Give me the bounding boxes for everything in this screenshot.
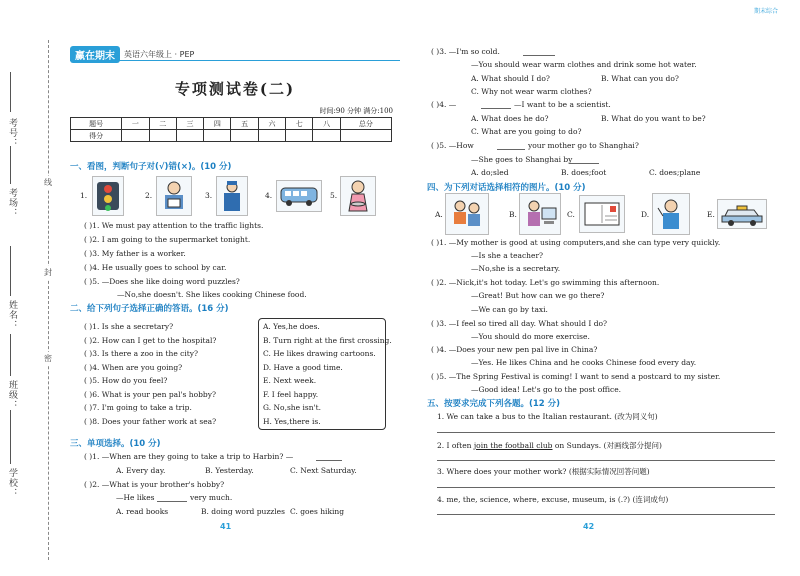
section-4-item: —Yes. He likes China and he cooks Chinese food every day.	[471, 358, 697, 367]
option-b: B. Yesterday.	[205, 466, 254, 475]
secretary-computer-picture	[519, 193, 561, 235]
score-table-score-row	[71, 130, 392, 142]
binding-label-school: 学校：	[7, 468, 17, 498]
answer-option: F. I feel happy.	[263, 390, 319, 399]
score-cell: 四	[204, 118, 231, 130]
option-c: C. Next Saturday.	[290, 466, 357, 475]
section-5-question: 1. We can take a bus to the Italian restaurant. (改为同义句)	[437, 412, 658, 421]
answer-blank[interactable]	[569, 163, 599, 164]
answer-blank[interactable]	[316, 460, 342, 461]
score-cell: 三	[176, 118, 203, 130]
score-cell: 题号	[71, 118, 122, 130]
answer-option: C. He likes drawing cartoons.	[263, 349, 376, 358]
option-b: B. does;foot	[561, 168, 607, 177]
section-2-question: ( )6. What is your pen pal's hobby?	[84, 390, 216, 399]
score-input-cell[interactable]	[286, 130, 313, 142]
section-4-item: —No,she is a secretary.	[471, 264, 561, 273]
score-cell: 得分	[71, 130, 122, 142]
section-3-question: ( )3. —I'm so cold.	[431, 47, 500, 56]
binding-blank-line	[10, 72, 11, 112]
option-a: A. What should I do?	[471, 74, 550, 83]
answer-line[interactable]	[437, 432, 775, 433]
section-3-question: ( )2. —What is your brother's hobby?	[84, 480, 225, 489]
picture-label: A.	[435, 210, 443, 219]
section-4-item: ( )3. —I feel so tired all day. What should I do?	[431, 319, 608, 328]
section-4-title: 四、为下列对话选择相符的图片。(10 分)	[427, 183, 586, 193]
option-c: C. Why not wear warm clothes?	[471, 87, 592, 96]
section-3-question: ( )1. —When are they going to take a trip to Harbin? —	[84, 452, 294, 461]
section-2-question: ( )8. Does your father work at sea?	[84, 417, 217, 426]
section-2-question: ( )4. When are you going?	[84, 363, 183, 372]
section-2-title: 二、给下列句子选择正确的答语。(16 分)	[70, 304, 229, 314]
section-5-question: 3. Where does your mother work? (根据实际情况回答问题)	[437, 467, 650, 476]
picture-label: B.	[509, 210, 517, 219]
section-4-item: ( )5. —The Spring Festival is coming! I want to send a postcard to my sister.	[431, 372, 721, 381]
section-4-item: —You should do more exercise.	[471, 332, 590, 341]
postcard-picture	[579, 195, 625, 233]
section-2-question: ( )5. How do you feel?	[84, 376, 168, 385]
section-1-title: 一、看图，判断句子对(√)错(×)。(10 分)	[70, 162, 232, 172]
answer-option: H. Yes,there is.	[263, 417, 321, 426]
score-cell: 五	[231, 118, 258, 130]
score-input-cell[interactable]	[122, 130, 149, 142]
binding-blank-line	[10, 410, 11, 464]
option-a: A. What does he do?	[471, 114, 549, 123]
section-3-title: 三、单项选择。(10 分)	[70, 439, 161, 449]
section-4-item: —We can go by taxi.	[471, 305, 548, 314]
binding-blank-line	[10, 146, 11, 184]
binding-label-name: 姓名：	[7, 300, 17, 330]
option-c: C. What are you going to do?	[471, 127, 582, 136]
section-1-item: ( )5. —Does she like doing word puzzles?	[84, 277, 240, 286]
score-input-cell[interactable]	[258, 130, 285, 142]
score-table-header-row	[71, 118, 392, 130]
option-a: A. do;sled	[471, 168, 509, 177]
score-cell: 二	[149, 118, 176, 130]
section-5-question: 4. me, the, science, where, excuse, museum, is (.?) (连词成句)	[437, 495, 669, 504]
question-text: —He likes	[116, 493, 155, 502]
question-text: on Sundays. (对画线部分提问)	[552, 441, 662, 450]
answer-option: E. Next week.	[263, 376, 317, 385]
answer-option: A. Yes,he does.	[263, 322, 320, 331]
score-table	[70, 117, 392, 142]
bus-picture	[276, 180, 322, 212]
answer-blank[interactable]	[523, 55, 555, 56]
traffic-light-picture	[92, 176, 124, 216]
score-cell: 总分	[340, 118, 391, 130]
option-a: A. Every day.	[116, 466, 166, 475]
score-cell: 六	[258, 118, 285, 130]
section-3-question: ( )5. —How	[431, 141, 474, 150]
man-reading-picture	[156, 176, 192, 216]
option-b: B. What do you want to be?	[601, 114, 706, 123]
section-1-item: ( )2. I am going to the supermarket tonight.	[84, 235, 251, 244]
binding-dashed-line	[48, 40, 49, 560]
score-input-cell[interactable]	[313, 130, 340, 142]
girl-cooking-picture	[340, 176, 376, 216]
page-number: 42	[583, 522, 595, 531]
binding-mark-secret: 密	[44, 354, 52, 363]
answer-line[interactable]	[437, 514, 775, 515]
option-c: C. goes hiking	[290, 507, 345, 516]
question-text: your mother go to Shanghai?	[528, 141, 639, 150]
binding-label-exam-number: 考号：	[7, 118, 17, 148]
binding-label-exam-room: 考场：	[7, 188, 17, 218]
option-b: B. doing word puzzles	[201, 507, 285, 516]
section-4-item: ( )2. —Nick,it's hot today. Let's go swimming this afternoon.	[431, 278, 660, 287]
taxi-picture	[717, 199, 767, 229]
binding-mark-line: 线	[44, 178, 52, 187]
worker-picture	[216, 176, 248, 216]
section-1-item: —No,she doesn't. She likes cooking Chinese food.	[117, 290, 307, 299]
answer-blank[interactable]	[157, 501, 187, 502]
section-4-item: ( )4. —Does your new pen pal live in China?	[431, 345, 598, 354]
right-page	[415, 0, 800, 576]
answer-line[interactable]	[437, 487, 775, 488]
score-input-cell[interactable]	[231, 130, 258, 142]
section-1-item: ( )4. He usually goes to school by car.	[84, 263, 227, 272]
swimming-kids-picture	[445, 193, 489, 235]
score-cell: 七	[286, 118, 313, 130]
time-score-info: 时间:90 分钟 满分:100	[319, 107, 393, 115]
binding-label-class: 班级：	[7, 380, 17, 410]
picture-number: 3.	[205, 191, 213, 200]
page-number: 41	[220, 522, 232, 531]
tired-boy-picture	[652, 193, 690, 235]
brand-badge: 赢在期末	[70, 46, 120, 63]
answer-option: D. Have a good time.	[263, 363, 343, 372]
answer-blank[interactable]	[497, 149, 525, 150]
question-text: 2. I often	[437, 441, 474, 450]
picture-number: 1.	[80, 191, 88, 200]
section-4-item: —Is she a teacher?	[471, 251, 544, 260]
picture-number: 4.	[265, 191, 273, 200]
score-input-cell[interactable]	[204, 130, 231, 142]
section-2-question: ( )7. I'm going to take a trip.	[84, 403, 192, 412]
score-cell: 一	[122, 118, 149, 130]
underlined-phrase: join the football club	[473, 441, 553, 450]
score-input-cell[interactable]	[340, 130, 391, 142]
option-b: B. What can you do?	[601, 74, 679, 83]
score-input-cell[interactable]	[149, 130, 176, 142]
picture-label: E.	[707, 210, 715, 219]
section-4-item: —Great! But how can we go there?	[471, 291, 605, 300]
corner-label: 期末综合	[753, 8, 778, 15]
edition-label: 英语六年级上 · PEP	[124, 50, 195, 59]
option-c: C. does;plane	[649, 168, 701, 177]
picture-number: 2.	[145, 191, 153, 200]
page-title: 专项测试卷(二)	[174, 80, 296, 98]
header-rule	[70, 60, 400, 61]
binding-mark-seal: 封	[44, 268, 52, 277]
answer-options-box	[258, 318, 386, 430]
score-input-cell[interactable]	[176, 130, 203, 142]
section-5-title: 五、按要求完成下列各题。(12 分)	[427, 399, 561, 409]
section-2-question: ( )2. How can I get to the hospital?	[84, 336, 217, 345]
answer-line[interactable]	[437, 460, 775, 461]
question-text: —I want to be a scientist.	[514, 100, 611, 109]
answer-blank[interactable]	[481, 108, 511, 109]
section-4-item: —Good idea! Let's go to the post office.	[471, 385, 622, 394]
section-1-item: ( )3. My father is a worker.	[84, 249, 186, 258]
section-5-question	[437, 440, 662, 451]
section-2-question: ( )1. Is she a secretary?	[84, 322, 174, 331]
option-a: A. read books	[116, 507, 169, 516]
question-text: very much.	[190, 493, 233, 502]
question-text: —You should wear warm clothes and drink some hot water.	[471, 60, 697, 69]
picture-label: D.	[641, 210, 650, 219]
picture-number: 5.	[330, 191, 338, 200]
binding-margin	[0, 0, 62, 576]
section-2-question: ( )3. Is there a zoo in the city?	[84, 349, 199, 358]
answer-option: B. Turn right at the first crossing.	[263, 336, 392, 345]
section-3-question: ( )4. —	[431, 100, 457, 109]
question-text: —She goes to Shanghai by	[471, 155, 573, 164]
section-4-item: ( )1. —My mother is good at using computers,and she can type very quickly.	[431, 238, 721, 247]
section-1-item: ( )1. We must pay attention to the traffic lights.	[84, 221, 264, 230]
picture-label: C.	[567, 210, 575, 219]
answer-option: G. No,she isn't.	[263, 403, 321, 412]
binding-blank-line	[10, 334, 11, 376]
binding-blank-line	[10, 246, 11, 296]
score-cell: 八	[313, 118, 340, 130]
